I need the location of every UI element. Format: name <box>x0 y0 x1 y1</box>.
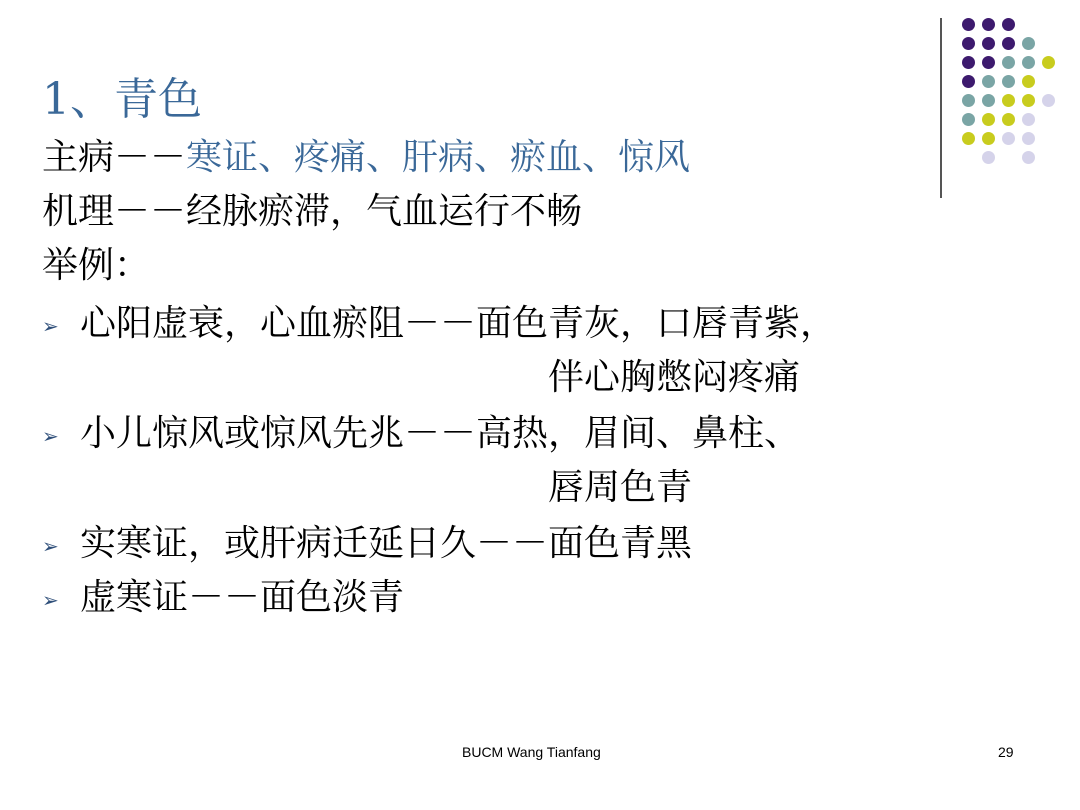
decorative-dot-grid <box>962 18 1062 178</box>
decor-dot <box>982 113 995 126</box>
decor-dot <box>1022 37 1035 50</box>
bullet-text: 虚寒证－－面色淡青 <box>80 577 405 618</box>
decor-dot <box>1002 37 1015 50</box>
decor-dot <box>962 132 975 145</box>
decor-dot <box>1042 56 1055 69</box>
decor-dot <box>982 56 995 69</box>
footer-author: BUCM Wang Tianfang <box>462 744 601 760</box>
main-disease-line <box>42 134 690 182</box>
decor-dot <box>962 18 975 31</box>
decor-dot <box>982 37 995 50</box>
decor-dot <box>1022 94 1035 107</box>
decor-dot <box>982 151 995 164</box>
bullet-text: 实寒证，或肝病迁延日久－－面色青黑 <box>80 523 693 564</box>
bullet-arrow-icon: ➢ <box>42 588 59 612</box>
bullet-item-1 <box>42 300 836 350</box>
decor-dot <box>962 113 975 126</box>
bullet-item-3 <box>42 520 692 570</box>
decor-dot <box>1002 132 1015 145</box>
bullet-text: 小儿惊风或惊风先兆－－高热，眉间、鼻柱、 <box>80 413 801 454</box>
mechanism-line: 机理－－经脉瘀滞，气血运行不畅 <box>42 191 583 232</box>
bullet-continuation: 唇周色青 <box>548 467 693 508</box>
bullet-arrow-icon: ➢ <box>42 314 59 338</box>
decor-dot <box>982 94 995 107</box>
decor-dot <box>962 94 975 107</box>
main-disease-value: 寒证、疼痛、肝病、瘀血、惊风 <box>186 137 691 178</box>
decor-dot <box>982 18 995 31</box>
decor-dot <box>962 37 975 50</box>
decor-dot <box>1022 113 1035 126</box>
bullet-continuation: 伴心胸憋闷疼痛 <box>548 357 801 398</box>
decor-dot <box>982 75 995 88</box>
decor-dot <box>962 75 975 88</box>
decor-dot <box>962 56 975 69</box>
example-label: 举例： <box>42 245 151 286</box>
decor-dot <box>1022 151 1035 164</box>
main-disease-label: 主病－－ <box>42 137 187 178</box>
slide-title: 1、青色 <box>42 74 202 125</box>
decor-dot <box>1002 56 1015 69</box>
decor-dot <box>1002 18 1015 31</box>
decor-dot <box>1002 94 1015 107</box>
bullet-arrow-icon: ➢ <box>42 424 59 448</box>
decor-dot <box>1002 113 1015 126</box>
bullet-item-4 <box>42 574 404 624</box>
decor-dot <box>1042 94 1055 107</box>
page-number: 29 <box>998 744 1014 760</box>
decor-dot <box>1002 75 1015 88</box>
bullet-arrow-icon: ➢ <box>42 534 59 558</box>
vertical-divider <box>940 18 942 198</box>
decor-dot <box>982 132 995 145</box>
bullet-item-2 <box>42 410 800 460</box>
decor-dot <box>1022 75 1035 88</box>
bullet-text: 心阳虚衰，心血瘀阻－－面色青灰，口唇青紫， <box>80 303 837 344</box>
decor-dot <box>1022 132 1035 145</box>
decor-dot <box>1022 56 1035 69</box>
